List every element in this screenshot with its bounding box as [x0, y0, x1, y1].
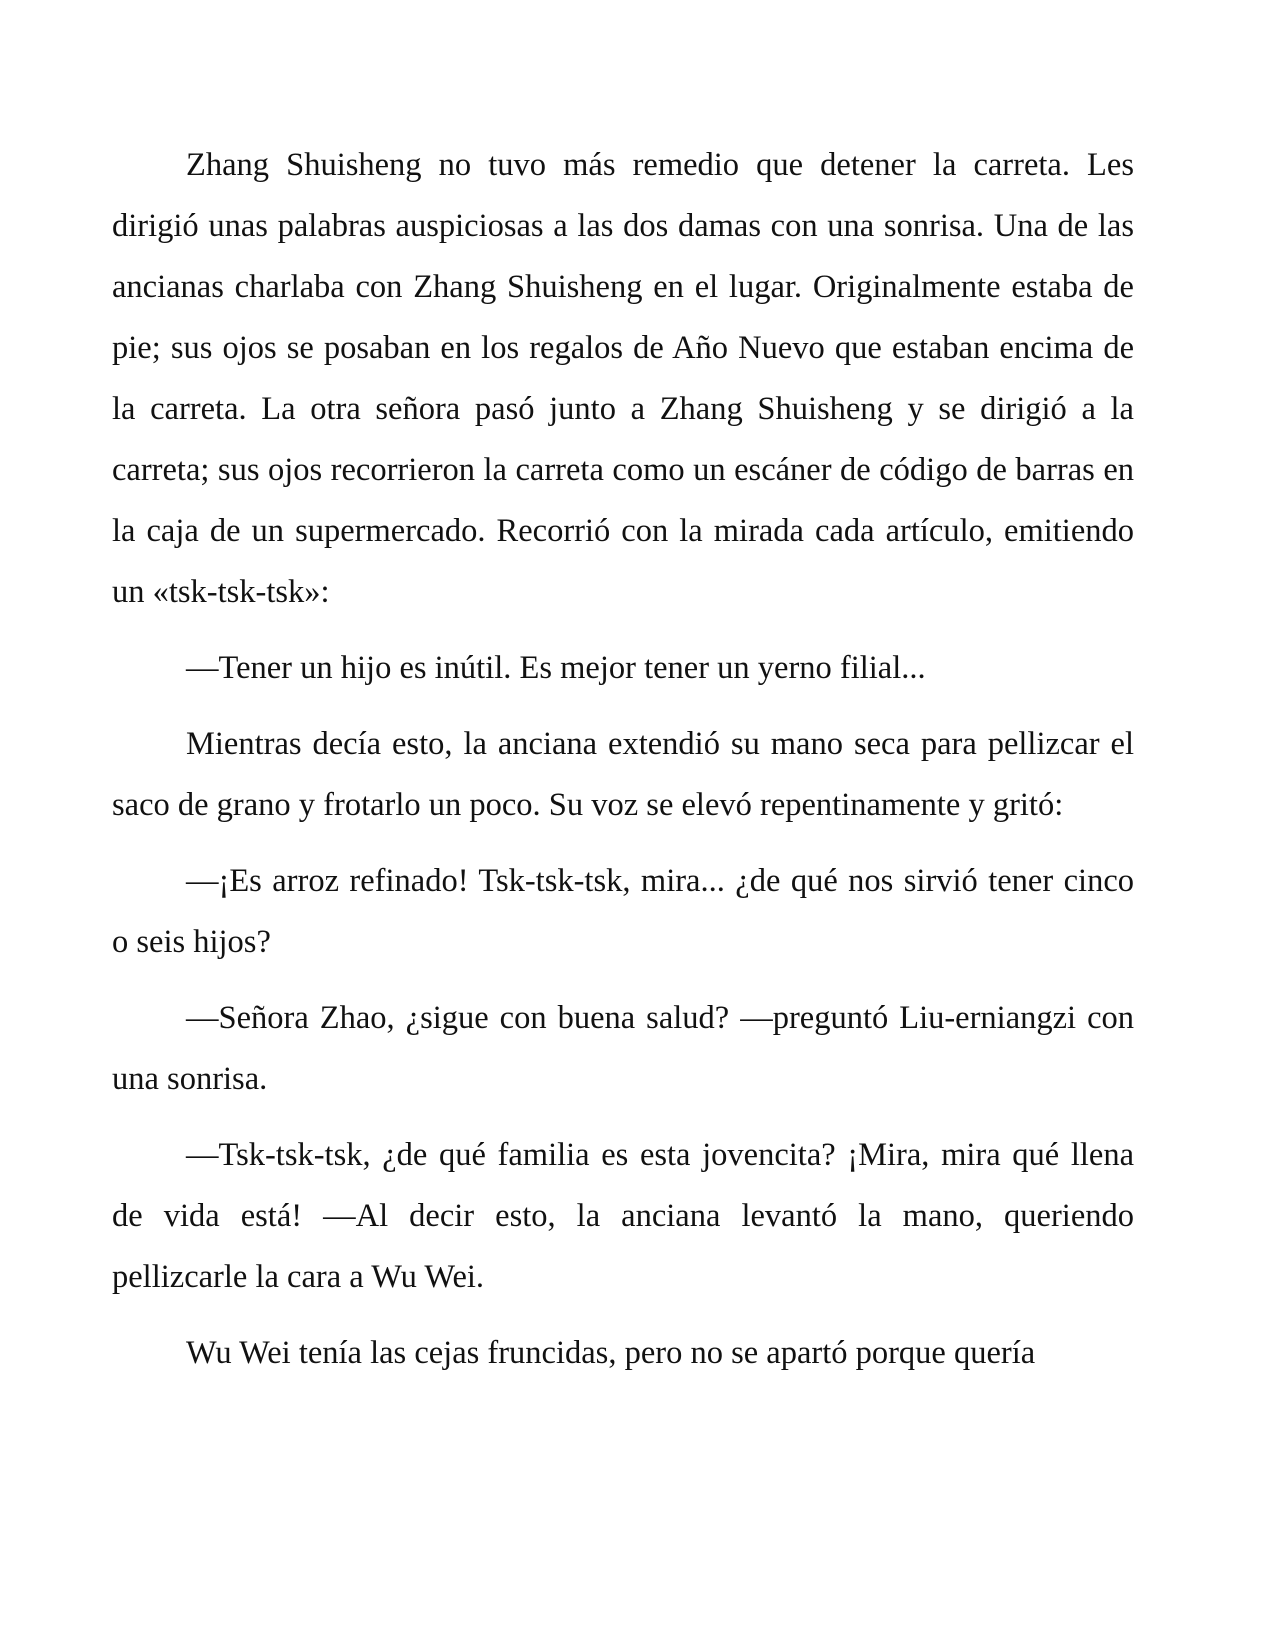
- paragraph-2: —Tener un hijo es inútil. Es mejor tener un yerno filial...: [186, 650, 926, 686]
- paragraph-5: —Señora Zhao, ¿sigue con buena salud? —preguntó Liu-erniangzi con una sonrisa.: [112, 1000, 1134, 1097]
- paragraph-4: —¡Es arroz refinado! Tsk-tsk-tsk, mira... ¿de qué nos sirvió tener cinco o seis hijos?: [112, 863, 1134, 960]
- document-page: [112, 135, 1134, 1399]
- paragraph-1: Zhang Shuisheng no tuvo más remedio que detener la carreta. Les dirigió unas palabras auspiciosas a las dos damas con una sonrisa. Una de las ancianas charlaba con Zhang Shuisheng en el lugar. Originalmente estaba de pie; sus ojos se posaban en los regalos de Año Nuevo que estaban encima de la carreta. La otra señora pasó junto a Zhang Shuisheng y se dirigió a la carreta; sus ojos recorrieron la carreta como un escáner de código de barras en la caja de un supermercado. Recorrió con la mirada cada artículo, emitiendo un «tsk-tsk-tsk»:: [112, 147, 1134, 610]
- paragraph-3: Mientras decía esto, la anciana extendió su mano seca para pellizcar el saco de grano y frotarlo un poco. Su voz se elevó repentinamente y gritó:: [112, 726, 1134, 823]
- paragraph-6: —Tsk-tsk-tsk, ¿de qué familia es esta jovencita? ¡Mira, mira qué llena de vida está! —Al decir esto, la anciana levantó la mano, queriendo pellizcarle la cara a Wu Wei.: [112, 1137, 1134, 1295]
- paragraph-7: Wu Wei tenía las cejas fruncidas, pero no se apartó porque quería: [186, 1335, 1036, 1371]
